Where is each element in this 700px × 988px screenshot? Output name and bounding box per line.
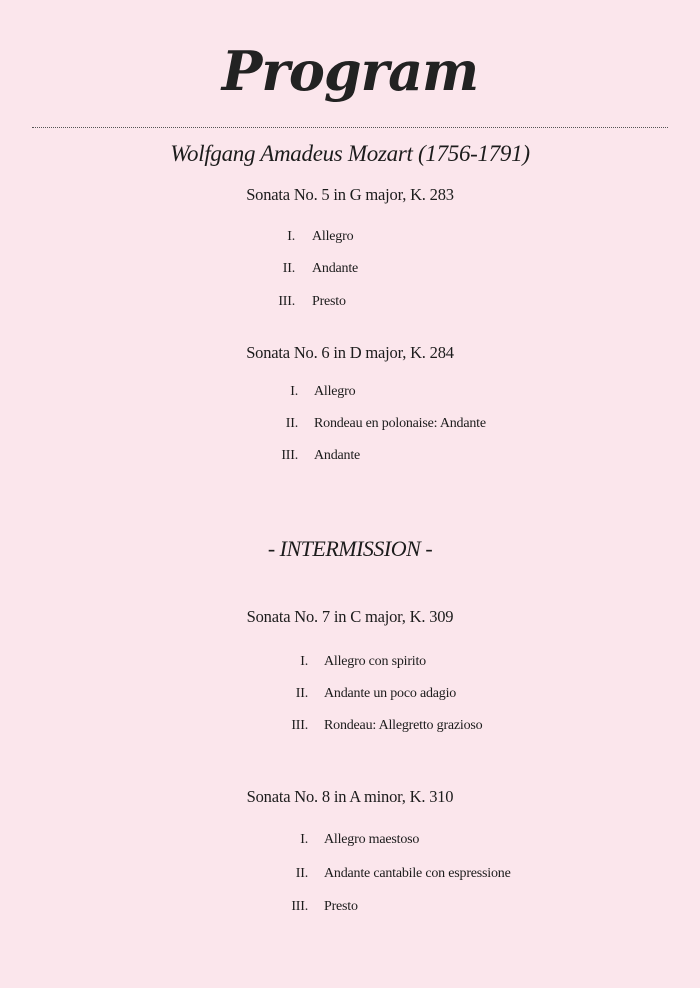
page-title: Program [221,39,479,103]
movement-number: III. [278,294,295,309]
movement-name: Allegro [312,229,354,244]
intermission-heading: - INTERMISSION - [267,536,433,561]
sonata-title: Sonata No. 5 in G major, K. 283 [246,185,454,204]
sonata-title: Sonata No. 7 in C major, K. 309 [246,607,454,626]
movement-name: Rondeau en polonaise: Andante [314,416,486,431]
movement-name: Andante [312,261,359,276]
movement-name: Andante [314,448,361,463]
movement-name: Allegro con spirito [324,654,426,669]
movement-number: II. [285,416,298,431]
movement-number: I. [290,384,298,399]
dotted-divider [32,127,668,128]
movement-number: III. [291,718,308,733]
movement-number: I. [287,229,295,244]
movement-number: I. [300,654,308,669]
movement-name: Presto [312,294,346,309]
composer-name: Wolfgang Amadeus Mozart (1756-1791) [170,141,530,166]
movement-number: III. [281,448,298,463]
movement-name: Presto [324,899,358,914]
sonata-title: Sonata No. 6 in D major, K. 284 [246,343,454,362]
movement-name: Andante cantabile con espressione [324,866,511,881]
sonata-title: Sonata No. 8 in A minor, K. 310 [246,787,454,806]
movement-number: III. [291,899,308,914]
movement-name: Rondeau: Allegretto grazioso [324,718,483,733]
movement-number: II. [295,866,308,881]
movement-number: I. [300,832,308,847]
movement-name: Andante un poco adagio [324,686,457,701]
movement-name: Allegro maestoso [324,832,420,847]
movement-number: II. [282,261,295,276]
movement-number: II. [295,686,308,701]
movement-name: Allegro [314,384,356,399]
